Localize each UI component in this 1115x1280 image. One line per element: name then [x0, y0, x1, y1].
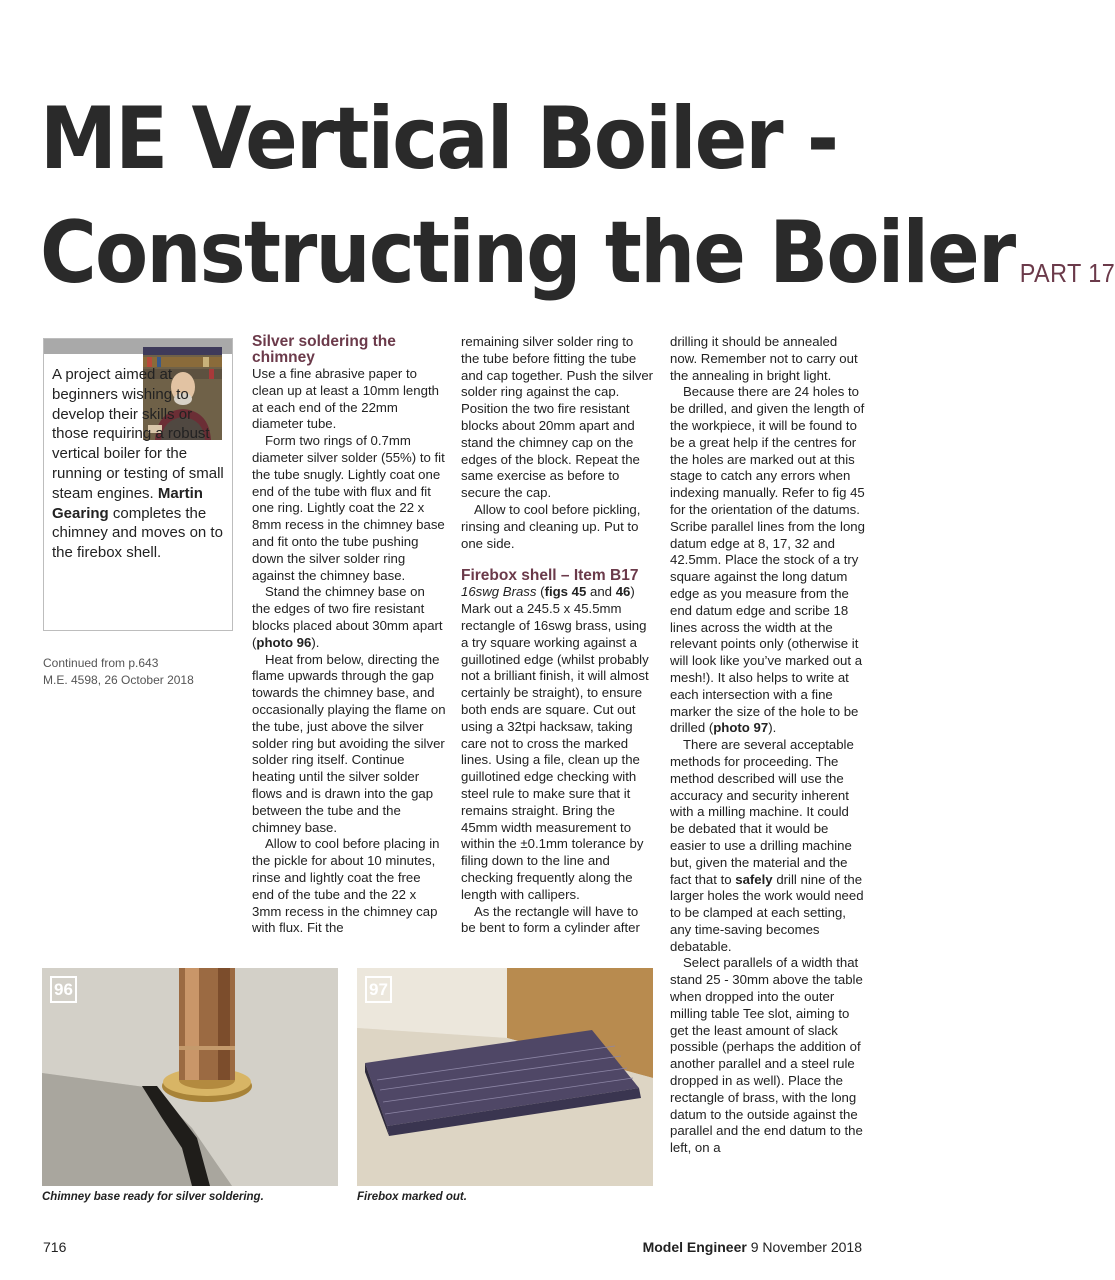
paragraph: Stand the chimney base on the edges of two fire resistant blocks placed about 30mm apart (photo 96). — [252, 584, 443, 650]
paragraph: Allow to cool before pickling, rinsing and cleaning up. Put to one side. — [461, 501, 641, 551]
section-heading-firebox: Firebox shell – Item B17 — [461, 567, 639, 585]
photo-96 — [42, 968, 338, 1186]
paragraph: drilling it should be annealed now. Remember not to carry out the annealing in bright light. — [670, 334, 858, 383]
section-heading-chimney: Silver soldering the chimney — [252, 333, 396, 366]
title-line-1: ME Vertical Boiler - — [40, 89, 838, 189]
paragraph: Use a fine abrasive paper to clean up at least a 10mm length at each end of the 22mm diameter tube. — [252, 366, 439, 432]
issue-date: 9 November 2018 — [750, 1239, 862, 1255]
photo-number-badge: 97 — [365, 976, 392, 1003]
paragraph: Form two rings of 0.7mm diameter silver solder (55%) to fit the tube snugly. Lightly coat one end of the tube with flux and fit one ring. Lightly coat the 22 x 8mm recess in the chimney base and fit onto the tube pushing down the silver solder ring against the chimney base. — [252, 433, 445, 583]
magazine-footer — [643, 1239, 862, 1255]
intro-box — [43, 338, 233, 631]
column-2 — [461, 334, 655, 937]
photo-97 — [357, 968, 653, 1186]
part-label: PART 17 — [1019, 258, 1115, 288]
photo-97-caption: Firebox marked out. — [357, 1191, 467, 1203]
paragraph: remaining silver solder ring to the tube before fitting the tube and cap together. Push the silver solder ring against the cap. Position the two fire resistant blocks about 20mm apart and stand the chimney cap on the edges of the block. Repeat the same exercise as before to secure the cap. — [461, 334, 654, 501]
author-name: Martin Gearing — [52, 484, 203, 522]
column-3 — [670, 334, 866, 1157]
title-line-2: Constructing the Boiler PART 17 — [40, 203, 1115, 303]
magazine-name: Model Engineer — [642, 1239, 747, 1255]
continued-note: Continued from p.643 M.E. 4598, 26 October 2018 — [43, 656, 194, 687]
photo-number-badge: 96 — [50, 976, 77, 1003]
paragraph: Mark out a 245.5 x 45.5mm rectangle of 16swg brass, using a try square working against a guillotined edge (whilst probably not a brilliant finish, it will almost certainly be straight), to ensure both ends are square. Cut out using a 32tpi hacksaw, taking care not to cross the marked lines. Using a file, clean up the guillotined edge checking with steel rule to make sure that it remains straight. Bring the 45mm width measurement to within the ±0.1mm tolerance by filing down to the line and checking frequently along the length with callipers. — [461, 601, 649, 902]
photo-96-caption: Chimney base ready for silver soldering. — [42, 1191, 264, 1203]
paragraph: There are several acceptable methods for proceeding. The method described will use the accuracy and security inherent with a milling machine. It could be debated that it would be easier to use a drilling machine but, given the material and the fact that to safely drill nine of the larger holes the work would need to be clamped at each setting, any time-saving becomes debatable. — [670, 737, 864, 954]
subheading: 16swg Brass (figs 45 and 46) — [461, 584, 635, 600]
paragraph: Because there are 24 holes to be drilled, and given the length of the workpiece, it will be found to be a great help if the centres for the holes are marked out at this stage to catch any errors when indexing manually. Refer to fig 45 for the orientation of the datums. Scribe parallel lines from the long datum edge at 8, 17, 32 and 42.5mm. Place the stock of a try square against the long datum edge as you measure from the end datum edge and scribe 18 lines across the width at the relevant points only (otherwise it will look like you’ve marked out a mesh!). It also helps to write at each intersection with a fine marker the size of the hole to be drilled (photo 97). — [670, 384, 865, 736]
intro-text: A project aimed at beginners wishing to develop their skills or those requiring a robust vertical boiler for the running or testing of small steam engines. Martin Gearing completes the chimney and moves on to the firebox shell. — [52, 366, 224, 562]
paragraph: Heat from below, directing the flame upwards through the gap towards the chimney base, and occasionally playing the flame on the tube, just above the silver solder ring but avoiding the silver solder ring itself. Continue heating until the silver solder flows and is drawn into the gap between the tube and the chimney base. — [252, 651, 446, 835]
paragraph: As the rectangle will have to be bent to form a cylinder after — [461, 903, 640, 936]
column-1 — [252, 334, 446, 937]
paragraph: Allow to cool before placing in the pickle for about 10 minutes, rinse and lightly coat the free end of the tube and the 22 x 3mm recess in the chimney cap with flux. Fit the — [252, 836, 440, 936]
page-number: 716 — [43, 1239, 67, 1255]
paragraph: Select parallels of a width that stand 25 - 30mm above the table when dropped into the outer milling table Tee slot, aiming to get the least amount of slack possible (perhaps the addition of another parallel and a steel rule dropped in as well). Place the rectangle of brass, with the long datum to the outside against the parallel and the end datum to the left, on a — [670, 955, 863, 1156]
